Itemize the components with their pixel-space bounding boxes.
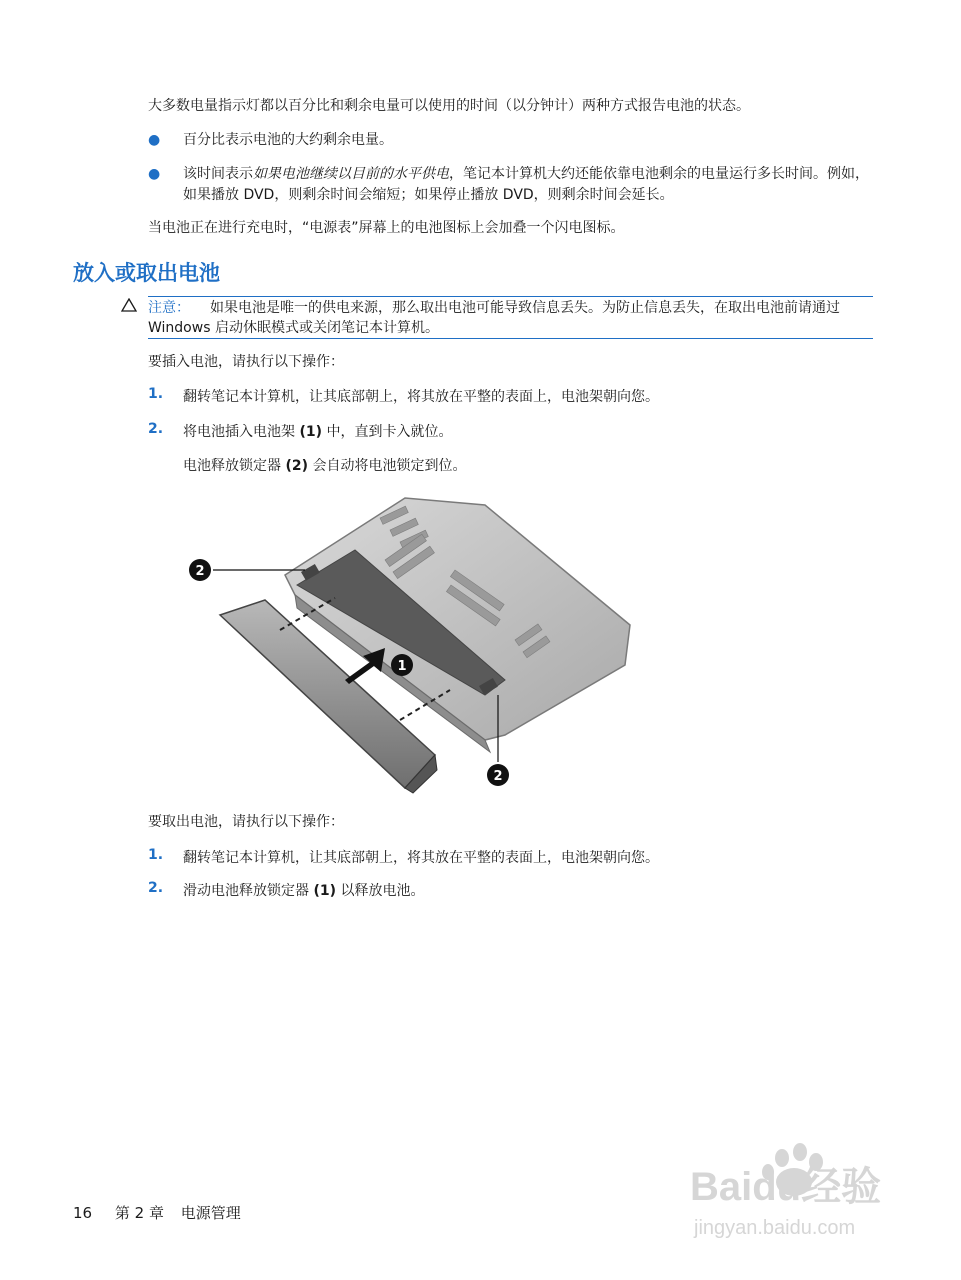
insert-sub-post: 会自动将电池锁定到位。 [308,458,467,474]
caution-box [148,298,873,338]
chapter-title: 电源管理 [180,1204,241,1222]
insert-step1-number: 1. [148,386,164,402]
insert-step2-number: 2. [148,421,164,437]
section-title: 放入或取出电池 [73,261,220,285]
insert-step2-post: 中，直到卡入就位。 [322,424,453,440]
insert-step1-text: 翻转笔记本计算机，让其底部朝上，将其放在平整的表面上，电池架朝向您。 [183,389,659,405]
chapter-label: 第 2 章 [114,1204,164,1222]
bullet-time [183,164,875,206]
insert-intro: 要插入电池，请执行以下操作： [148,354,344,370]
caution-triangle-icon [121,298,137,312]
remove-step1-text: 翻转笔记本计算机，让其底部朝上，将其放在平整的表面上，电池架朝向您。 [183,850,659,866]
insert-step2-subtext [183,455,466,475]
remove-step2-bold: (1) [313,883,336,899]
caution-text: 如果电池是唯一的供电来源，那么取出电池可能导致信息丢失。为防止信息丢失，在取出电池前请通过 Windows 启动休眠模式或关闭笔记本计算机。 [148,300,840,336]
bullet-marker: ● [148,132,161,148]
caution-top-rule [148,296,873,297]
charging-note: 当电池正在进行充电时，“电源表”屏幕上的电池图标上会加叠一个闪电图标。 [148,220,625,236]
caution-label: 注意： [148,300,190,316]
callout-2-top-label: 2 [195,564,205,579]
callout-1-label: 1 [397,659,407,674]
remove-intro: 要取出电池，请执行以下操作： [148,814,344,830]
insert-step2-bold: (1) [299,424,322,440]
bullet-time-pre: 该时间表示 [183,166,253,182]
watermark-url: jingyan.baidu.com [694,1217,856,1239]
bullet-time-post: ，笔记本计算机大约还能依靠电池剩余的电量运行多长时间。例如，如果播放 DVD，则剩余时间会缩短；如果停止播放 DVD，则剩余时间会延长。 [183,166,869,203]
bullet-percent: 百分比表示电池的大约剩余电量。 [183,132,393,148]
remove-step2-text [183,880,424,900]
page-number: 16 [73,1204,93,1222]
insert-sub-bold: (2) [285,458,308,474]
remove-step2-pre: 滑动电池释放锁定器 [183,883,314,899]
page-footer [73,1202,241,1223]
baidu-watermark-logo [690,1138,920,1248]
battery-insertion-illustration [185,490,645,800]
remove-step2-post: 以释放电池。 [336,883,425,899]
insert-step2-pre: 将电池插入电池架 [183,424,300,440]
bullet-time-italic: 如果电池继续以目前的水平供电 [253,166,449,182]
insert-sub-pre: 电池释放锁定器 [183,458,286,474]
bullet-marker: ● [148,166,161,182]
remove-step1-number: 1. [148,847,164,863]
remove-step2-number: 2. [148,880,164,896]
watermark-brand: Baidu经验 [690,1165,882,1209]
intro-paragraph: 大多数电量指示灯都以百分比和剩余电量可以使用的时间（以分钟计）两种方式报告电池的状态。 [148,98,750,114]
insert-step2-text [183,421,452,441]
callout-2-bottom-label: 2 [493,769,503,784]
caution-bottom-rule [148,338,873,339]
